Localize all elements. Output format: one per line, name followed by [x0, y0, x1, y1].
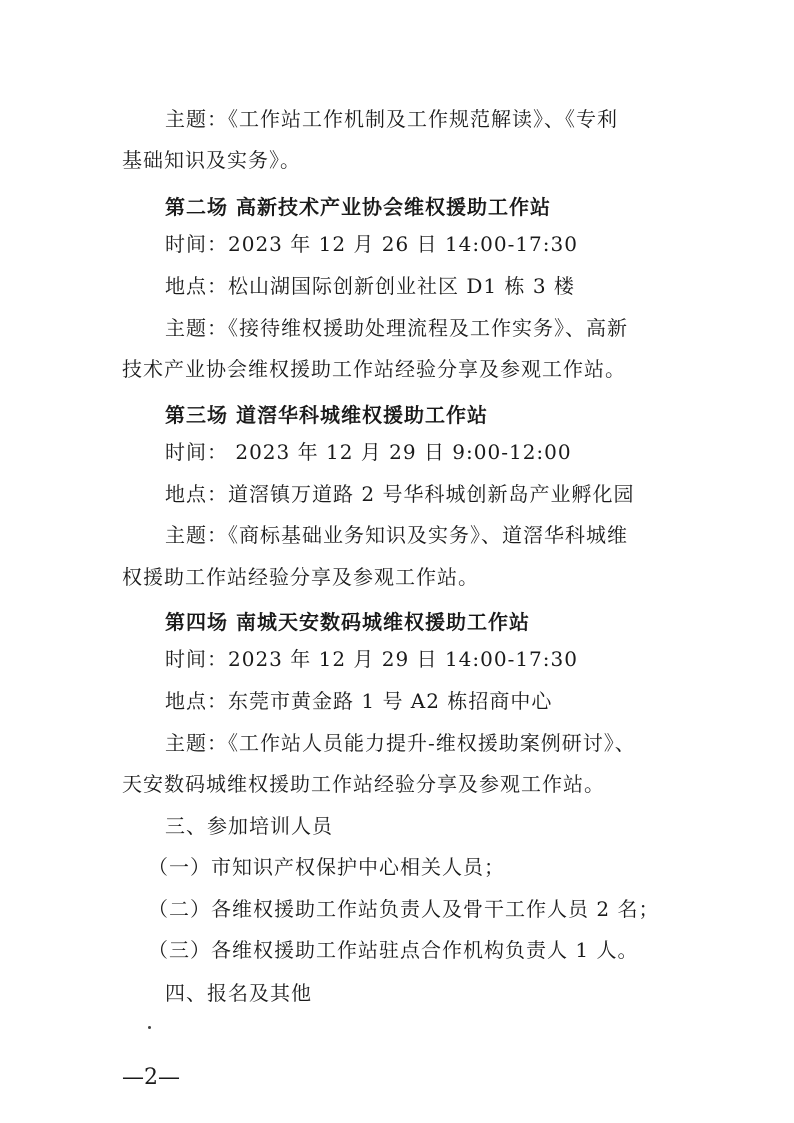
session-2-topic: 主题：《接待维权援助处理流程及工作实务》、高新	[165, 316, 628, 340]
section-3-heading: 三、参加培训人员	[165, 814, 333, 838]
stray-mark	[148, 1026, 151, 1029]
session-3-location: 地点：道滘镇万道路 2 号华科城创新岛产业孵化园	[165, 482, 635, 506]
session-4-topic: 主题：《工作站人员能力提升-维权援助案例研讨》、	[165, 731, 636, 755]
participant-item-2: （二）各维权援助工作站负责人及骨干工作人员 2 名；	[148, 897, 660, 921]
page-number: —2—	[122, 1065, 180, 1090]
topic-line-1: 主题：《工作站工作机制及工作规范解读》、《专利	[165, 107, 618, 131]
session-2-time: 时间：2023 年 12 月 26 日 14:00-17:30	[165, 232, 578, 256]
session-3-heading: 第三场 道滘华科城维权援助工作站	[165, 403, 488, 427]
session-3-topic-cont: 权援助工作站经验分享及参观工作站。	[122, 565, 479, 589]
section-4-heading: 四、报名及其他	[165, 981, 312, 1005]
session-2-heading: 第二场 高新技术产业协会维权援助工作站	[165, 195, 551, 219]
session-4-heading: 第四场 南城天安数码城维权援助工作站	[165, 610, 530, 634]
session-2-location: 地点：松山湖国际创新创业社区 D1 栋 3 楼	[165, 274, 575, 298]
session-3-time: 时间： 2023 年 12 月 29 日 9:00-12:00	[165, 440, 572, 464]
session-4-time: 时间：2023 年 12 月 29 日 14:00-17:30	[165, 647, 578, 671]
topic-line-1-cont: 基础知识及实务》。	[122, 148, 301, 172]
session-4-location: 地点：东莞市黄金路 1 号 A2 栋招商中心	[165, 689, 553, 713]
session-2-topic-cont: 技术产业协会维权援助工作站经验分享及参观工作站。	[122, 357, 626, 381]
participant-item-3: （三）各维权援助工作站驻点合作机构负责人 1 人。	[148, 938, 639, 962]
session-3-topic: 主题：《商标基础业务知识及实务》、道滘华科城维	[165, 523, 628, 547]
participant-item-1: （一）市知识产权保护中心相关人员；	[148, 855, 505, 879]
session-4-topic-cont: 天安数码城维权援助工作站经验分享及参观工作站。	[122, 772, 605, 796]
